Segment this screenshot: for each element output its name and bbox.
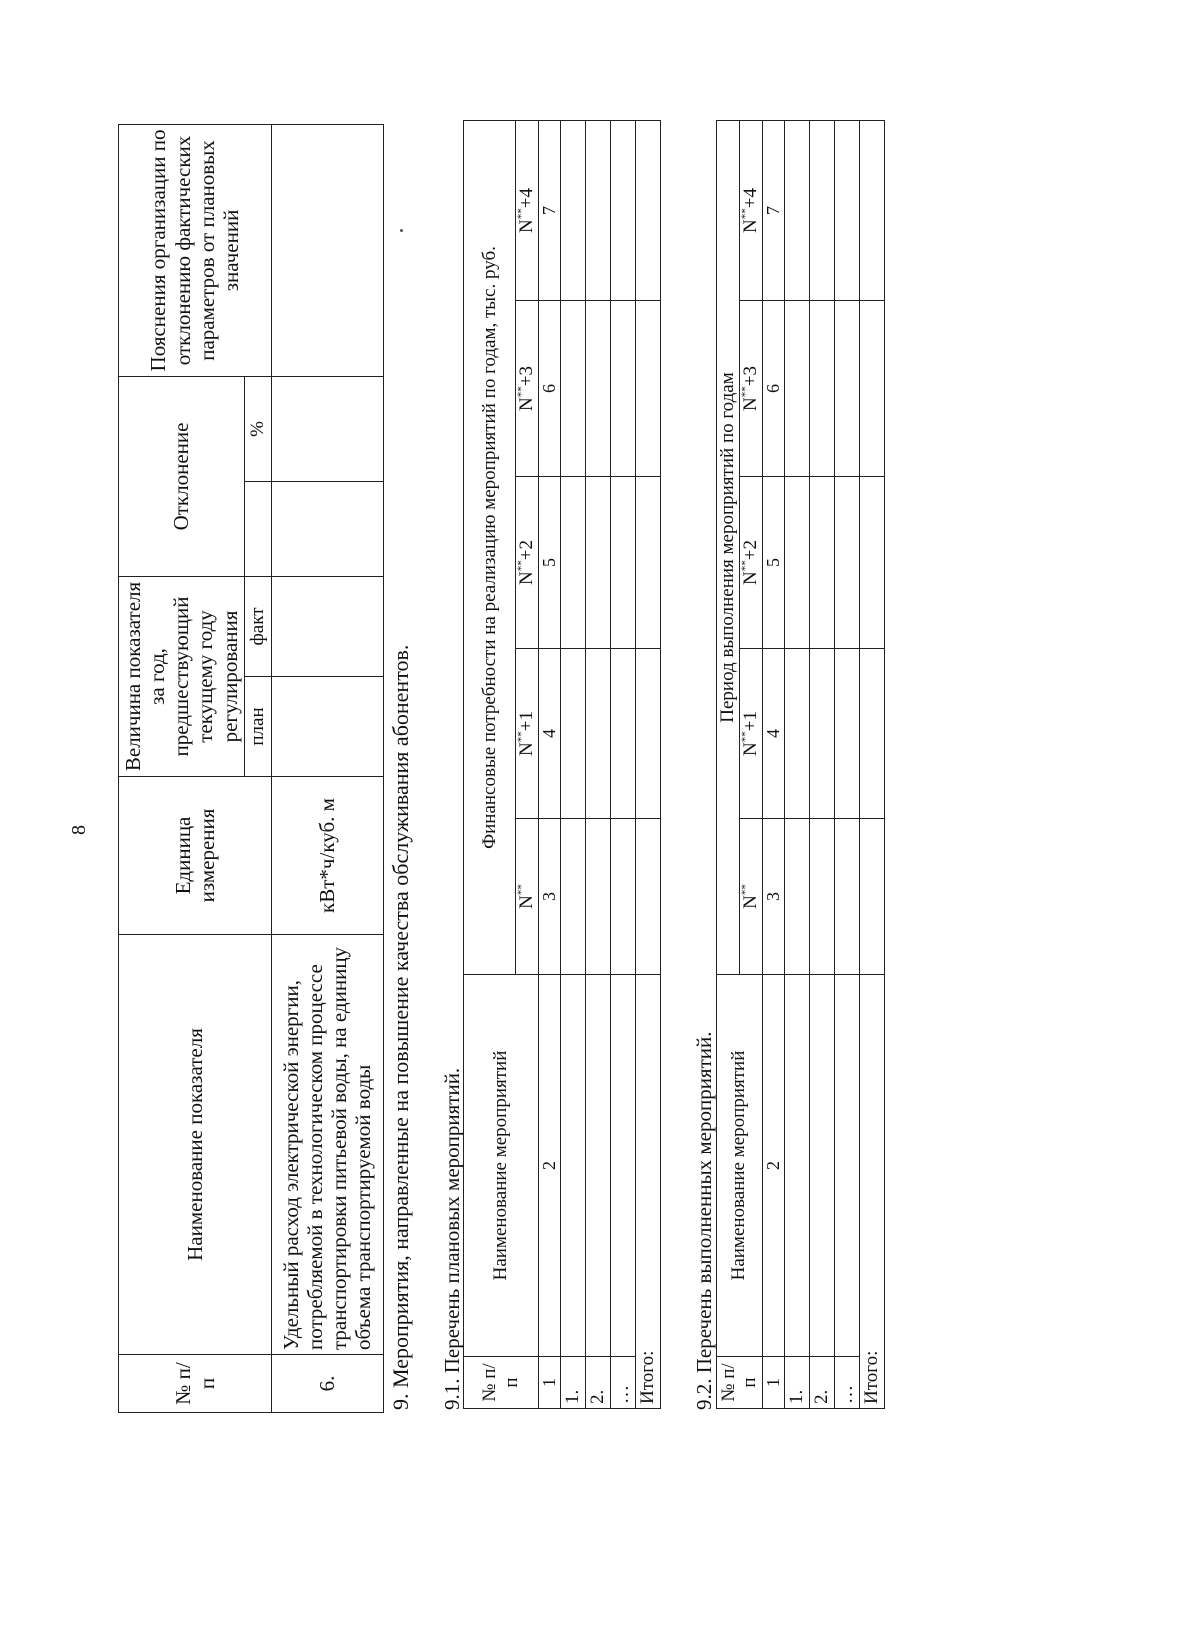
header-num: № п/п: [119, 1355, 272, 1413]
table-row: [271, 124, 383, 1412]
table-row: [610, 121, 635, 1409]
total-label: Итого:: [635, 975, 660, 1409]
header-activity-name: Наименование мероприятий: [717, 975, 763, 1357]
section-9-heading: 9. Мероприятия, направленные на повышение качества обслуживания абонентов.: [388, 644, 413, 1410]
row-num: 2.: [809, 1357, 834, 1409]
header-deviation-abs: [244, 481, 271, 576]
year-col: N**: [516, 819, 539, 975]
column-number: 1: [762, 1357, 784, 1409]
header-plan: план: [244, 677, 271, 777]
year-col: N**+4: [739, 120, 762, 300]
row-num: …: [834, 1357, 859, 1409]
planned-activities-table: [463, 120, 661, 1409]
row-num: 1.: [560, 1357, 585, 1409]
row-deviation-percent: [271, 376, 383, 481]
row-num: 6.: [271, 1355, 383, 1413]
header-percent: %: [244, 376, 271, 481]
column-number: 5: [538, 477, 560, 649]
column-number: 3: [762, 819, 784, 975]
year-col: N**+1: [516, 649, 539, 819]
row-num: 1.: [784, 1357, 809, 1409]
column-number: 4: [762, 649, 784, 819]
row-num: …: [610, 1357, 635, 1409]
year-col: N**+4: [516, 121, 539, 301]
column-number: 2: [762, 975, 784, 1357]
row-deviation-value: [271, 481, 383, 576]
year-col: N**: [739, 819, 762, 975]
header-fact: факт: [244, 576, 271, 676]
completed-activities-title: 9.2. Перечень выполненных мероприятий.: [692, 1031, 716, 1410]
header-num: № п/п: [717, 1357, 763, 1409]
column-number: 7: [762, 120, 784, 300]
header-indicator-value: Величина показателя за год, предшествующий текущему году регулирования: [119, 576, 245, 776]
header-financial-needs: Финансовые потребности на реализацию мероприятий по годам, тыс. руб.: [464, 121, 516, 975]
table-row: [809, 120, 834, 1408]
scan-speck: [400, 229, 403, 232]
column-number: 1: [538, 1357, 560, 1409]
year-col: N**+2: [516, 477, 539, 649]
planned-activities-title: 9.1. Перечень плановых мероприятий.: [440, 1067, 464, 1410]
year-col: N**+2: [739, 477, 762, 649]
row-plan-value: [271, 677, 383, 777]
column-number: 2: [538, 975, 560, 1357]
header-unit: Единица измерения: [119, 777, 272, 935]
indicator-table: [118, 124, 384, 1413]
total-label: Итого:: [859, 975, 884, 1409]
column-number: 5: [762, 477, 784, 649]
column-number: 6: [762, 301, 784, 477]
row-explanation: [271, 124, 383, 376]
row-fact-value: [271, 576, 383, 676]
row-unit: кВт*ч/куб. м: [271, 777, 383, 935]
column-numbers-row: [762, 120, 784, 1408]
row-indicator-name: Удельный расход электрической энергии, потребляемой в технологическом процессе транспортировки питьевой воды, на единицу объема транспортируемой воды: [271, 935, 383, 1355]
header-deviation: Отклонение: [119, 376, 245, 576]
year-col: N**+1: [739, 649, 762, 819]
column-number: 3: [538, 819, 560, 975]
column-number: 4: [538, 649, 560, 819]
year-col: N**+3: [739, 301, 762, 477]
total-row: [635, 121, 660, 1409]
page-number: 8: [68, 825, 90, 835]
year-col: N**+3: [516, 301, 539, 477]
header-activity-name: Наименование мероприятий: [464, 975, 539, 1357]
completed-activities-table: [716, 120, 885, 1409]
table-row: [784, 120, 809, 1408]
table-row: [585, 121, 610, 1409]
header-indicator-name: Наименование показателя: [119, 935, 272, 1355]
column-number: 7: [538, 121, 560, 301]
table-row: [834, 120, 859, 1408]
column-number: 6: [538, 301, 560, 477]
header-completion-period: Период выполнения мероприятий по годам: [717, 120, 740, 974]
header-num: № п/п: [464, 1357, 539, 1409]
header-explanation: Пояснения организации по отклонению фактических параметров от плановых значений: [119, 124, 272, 376]
column-numbers-row: [538, 121, 560, 1409]
row-num: 2.: [585, 1357, 610, 1409]
total-row: [859, 120, 884, 1408]
table-row: [560, 121, 585, 1409]
